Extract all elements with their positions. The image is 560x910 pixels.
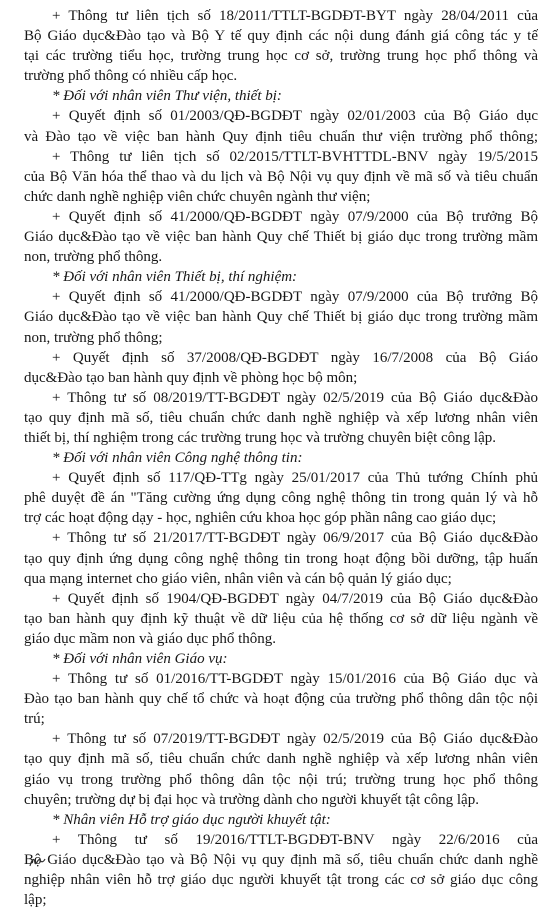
section-heading: * Nhân viên Hỗ trợ giáo dục người khuyết tật:: [52, 811, 331, 828]
text-line: chức danh nghề nghiệp viên chức chuyên ngành thư viện;: [24, 188, 371, 205]
text-line: + Thông tư liên tịch số 02/2015/TTLT-BVHTTDL-BNV ngày 19/5/2015: [52, 148, 538, 165]
section-heading: * Đối với nhân viên Thiết bị, thí nghiệm:: [52, 269, 298, 286]
text-line: + Thông tư số 07/2019/TT-BGDĐT ngày 02/5/2019 của Bộ Giáo dục&Đào: [52, 731, 538, 748]
text-line: + Thông tư số 01/2016/TT-BGDĐT ngày 15/01/2016 của Bộ Giáo dục và: [52, 671, 538, 688]
text-line: non, trường phổ thông.: [24, 249, 163, 266]
text-line: + Quyết định số 1904/QĐ-BGDĐT ngày 04/7/2019 của Bộ Giáo dục&Đào: [52, 590, 538, 607]
text-line: chuyên; trường dự bị đại học và trường dành cho người khuyết tật công lập.: [24, 791, 479, 808]
document-body: [24, 6, 538, 910]
text-line: qua mạng internet cho giáo viên, nhân viên và cán bộ quản lý giáo dục;: [24, 570, 452, 587]
text-line: tạo quy định mã số, tiêu chuẩn chức danh nghề nghiệp và xếp lương nhân viên: [24, 409, 538, 426]
text-line: tạo quy định mã số, tiêu chuẩn chức danh nghề nghiệp và xếp lương nhân viên: [24, 751, 538, 768]
text-line: trú;: [24, 711, 45, 728]
text-line: phê duyệt đề án "Tăng cường ứng dụng công nghệ thông tin trong quản lý và hỗ: [24, 490, 538, 507]
text-line: giáo dục mầm non và giáo dục phổ thông.: [24, 630, 277, 647]
text-line: trường phổ thông có nhiều cấp học.: [24, 68, 238, 85]
text-line: nghiệp nhân viên hỗ trợ giáo dục người khuyết tật trong các cơ sở giáo dục công: [24, 872, 538, 889]
text-line: Giáo dục&Đào tạo về việc ban hành Quy chế Thiết bị giáo dục trong trường mầm: [24, 309, 538, 326]
text-line: Bộ Giáo dục&Đào tạo và Bộ Nội vụ quy định mã số, tiêu chuẩn chức danh nghề: [24, 851, 538, 868]
section-heading: * Đối với nhân viên Giáo vụ:: [52, 651, 228, 667]
text-line: Giáo dục&Đào tạo về việc ban hành Quy chế Thiết bị giáo dục trong trường mầm: [24, 229, 538, 246]
text-line: non, trường phổ thông;: [24, 329, 163, 346]
text-line: + Thông tư số 19/2016/TTLT-BGDĐT-BNV ngày 22/6/2016 của: [52, 831, 538, 848]
text-line: + Quyết định số 01/2003/QĐ-BGDĐT ngày 02/01/2003 của Bộ Giáo dục: [52, 108, 538, 125]
text-line: lập;: [24, 892, 47, 909]
text-line: dục&Đào tạo ban hành quy định về phòng học bộ môn;: [24, 369, 358, 386]
section-heading: * Đối với nhân viên Công nghệ thông tin:: [52, 450, 303, 467]
text-line: + Thông tư liên tịch số 18/2011/TTLT-BGDĐT-BYT ngày 28/04/2011 của: [52, 8, 538, 24]
text-line: + Quyết định số 117/QĐ-TTg ngày 25/01/2017 của Thủ tướng Chính phủ: [52, 470, 538, 487]
text-line: giáo vụ trong trường phổ thông dân tộc nội trú; trường trung học phổ thông: [24, 771, 538, 788]
handwritten-mark-icon: [28, 854, 46, 868]
text-line: tại các trường tiểu học, trường trung học cơ sở, trường trung học phổ thông và: [24, 48, 538, 65]
text-line: tạo ban hành quy định kỹ thuật về dữ liệu của hệ thống cơ sở dữ liệu ngành về: [24, 610, 538, 627]
text-line: trợ các hoạt động dạy - học, nghiên cứu khoa học góp phần nâng cao giáo dục;: [24, 510, 497, 527]
text-line: và Đào tạo về việc ban hành Quy định tiêu chuẩn thư viện trường phổ thông;: [24, 128, 538, 145]
text-line: + Quyết định số 41/2000/QĐ-BGDĐT ngày 07/9/2000 của Bộ trưởng Bộ: [52, 289, 538, 306]
text-line: Đào tạo ban hành quy chế tổ chức và hoạt động của trường phổ thông dân tộc nội: [24, 691, 538, 708]
text-line: của Bộ Văn hóa thể thao và du lịch và Bộ Nội vụ quy định về mã số và tiêu chuẩn: [24, 168, 538, 185]
text-line: + Quyết định số 41/2000/QĐ-BGDĐT ngày 07/9/2000 của Bộ trưởng Bộ: [52, 208, 538, 225]
text-line: + Thông tư số 21/2017/TT-BGDĐT ngày 06/9/2017 của Bộ Giáo dục&Đào: [52, 530, 538, 547]
text-line: thiết bị, thí nghiệm trong các trường trung học và trường chuyên biệt công lập.: [24, 429, 497, 446]
text-line: + Thông tư số 08/2019/TT-BGDĐT ngày 02/5/2019 của Bộ Giáo dục&Đào: [52, 389, 538, 406]
text-line: tạo quy định ứng dụng công nghệ thông tin trong hoạt động bồi dưỡng, tập huấn: [24, 550, 538, 567]
text-line: + Quyết định số 37/2008/QĐ-BGDĐT ngày 16/7/2008 của Bộ Giáo: [52, 349, 538, 366]
text-line: Bộ Giáo dục&Đào tạo và Bộ Y tế quy định các nội dung đánh giá công tác y tế: [24, 28, 538, 45]
section-heading: * Đối với nhân viên Thư viện, thiết bị:: [52, 88, 282, 105]
